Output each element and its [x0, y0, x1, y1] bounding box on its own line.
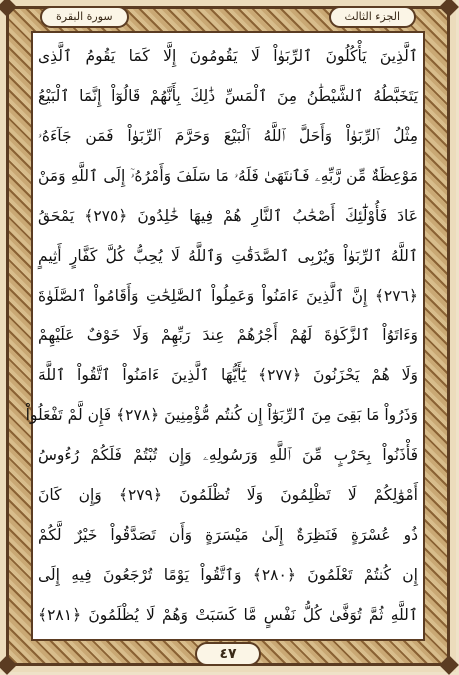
corner-ornament-top-left	[0, 0, 17, 17]
page-footer	[0, 642, 456, 666]
text-line: إِن كُنتُمْ تَعْلَمُونَ ﴿٢٨٠﴾ وَٱتَّقُواْ يَوْمًا تُرْجَعُونَ فِيهِ إِلَى	[38, 565, 418, 584]
text-line: وَءَاتَوُاْ ٱلزَّكَوٰةَ لَهُمْ أَجْرُهُمْ عِندَ رَبِّهِمْ وَلَا خَوْفٌ عَلَيْهِمْ	[38, 326, 418, 345]
text-line: فَأْذَنُواْ بِحَرْبٍ مِّنَ ٱللَّهِ وَرَسُولِهِۦ وَإِن تُبْتُمْ فَلَكُمْ رُءُوسُ	[38, 446, 418, 465]
corner-ornament-top-right	[439, 0, 459, 17]
text-line: وَذَرُواْ مَا بَقِىَ مِنَ ٱلرِّبَوٰٓاْ إِن كُنتُم مُّؤْمِنِينَ ﴿٢٧٨﴾ فَإِن لَّمْ تَفْعَلُواْ	[25, 406, 418, 425]
text-line: ﴿٢٧٦﴾ إِنَّ ٱلَّذِينَ ءَامَنُواْ وَعَمِلُواْ ٱلصَّٰلِحَٰتِ وَأَقَامُواْ ٱلصَّلَوٰةَ	[38, 286, 418, 305]
quran-text	[25, 38, 424, 632]
text-line: ٱلَّذِينَ يَأْكُلُونَ ٱلرِّبَوٰاْ لَا يَقُومُونَ إِلَّا كَمَا يَقُومُ ٱلَّذِى	[38, 47, 418, 65]
text-line: يَتَخَبَّطُهُ ٱلشَّيْطَٰنُ مِنَ ٱلْمَسِّ ذَٰلِكَ بِأَنَّهُمْ قَالُوٓاْ إِنَّمَا ٱلْبَيْعُ	[38, 86, 418, 105]
text-line: ٱللَّهِ ثُمَّ تُوَفَّىٰ كُلُّ نَفْسٍ مَّا كَسَبَتْ وَهُمْ لَا يُظْلَمُونَ ﴿٢٨١﴾	[38, 605, 418, 624]
text-line: ٱللَّهُ ٱلرِّبَوٰاْ وَيُرْبِى ٱلصَّدَقَٰتِ وَٱللَّهُ لَا يُحِبُّ كُلَّ كَفَّارٍ أَثِيمٍ	[38, 246, 418, 265]
text-line: مَوْعِظَةٌ مِّن رَّبِّهِۦ فَٱنتَهَىٰ فَلَهُۥ مَا سَلَفَ وَأَمْرُهُۥٓ إِلَى ٱللَّهِ وَمَنْ	[38, 166, 418, 185]
surah-name-label: سورة البقرة	[40, 6, 129, 28]
text-line: مِثْلُ ٱلرِّبَوٰاْ وَأَحَلَّ ٱللَّهُ ٱلْبَيْعَ وَحَرَّمَ ٱلرِّبَوٰاْ فَمَن جَآءَهُۥ	[38, 126, 418, 145]
text-line: ذُو عُسْرَةٍ فَنَظِرَةٌ إِلَىٰ مَيْسَرَةٍ وَأَن تَصَدَّقُواْ خَيْرٌ لَّكُمْ	[38, 526, 418, 545]
page-number: ٤٧	[195, 642, 260, 666]
text-line: وَلَا هُمْ يَحْزَنُونَ ﴿٢٧٧﴾ يَٰٓأَيُّهَا ٱلَّذِينَ ءَامَنُواْ ٱتَّقُواْ ٱللَّهَ	[38, 366, 418, 385]
juz-label: الجزء الثالث	[329, 6, 416, 28]
text-line: عَادَ فَأُوْلَٰٓئِكَ أَصْحَٰبُ ٱلنَّارِ هُمْ فِيهَا خَٰلِدُونَ ﴿٢٧٥﴾ يَمْحَقُ	[38, 206, 418, 225]
page-header	[40, 6, 416, 28]
text-line: أَمْوَٰلِكُمْ لَا تَظْلِمُونَ وَلَا تُظْلَمُونَ ﴿٢٧٩﴾ وَإِن كَانَ	[38, 486, 418, 505]
